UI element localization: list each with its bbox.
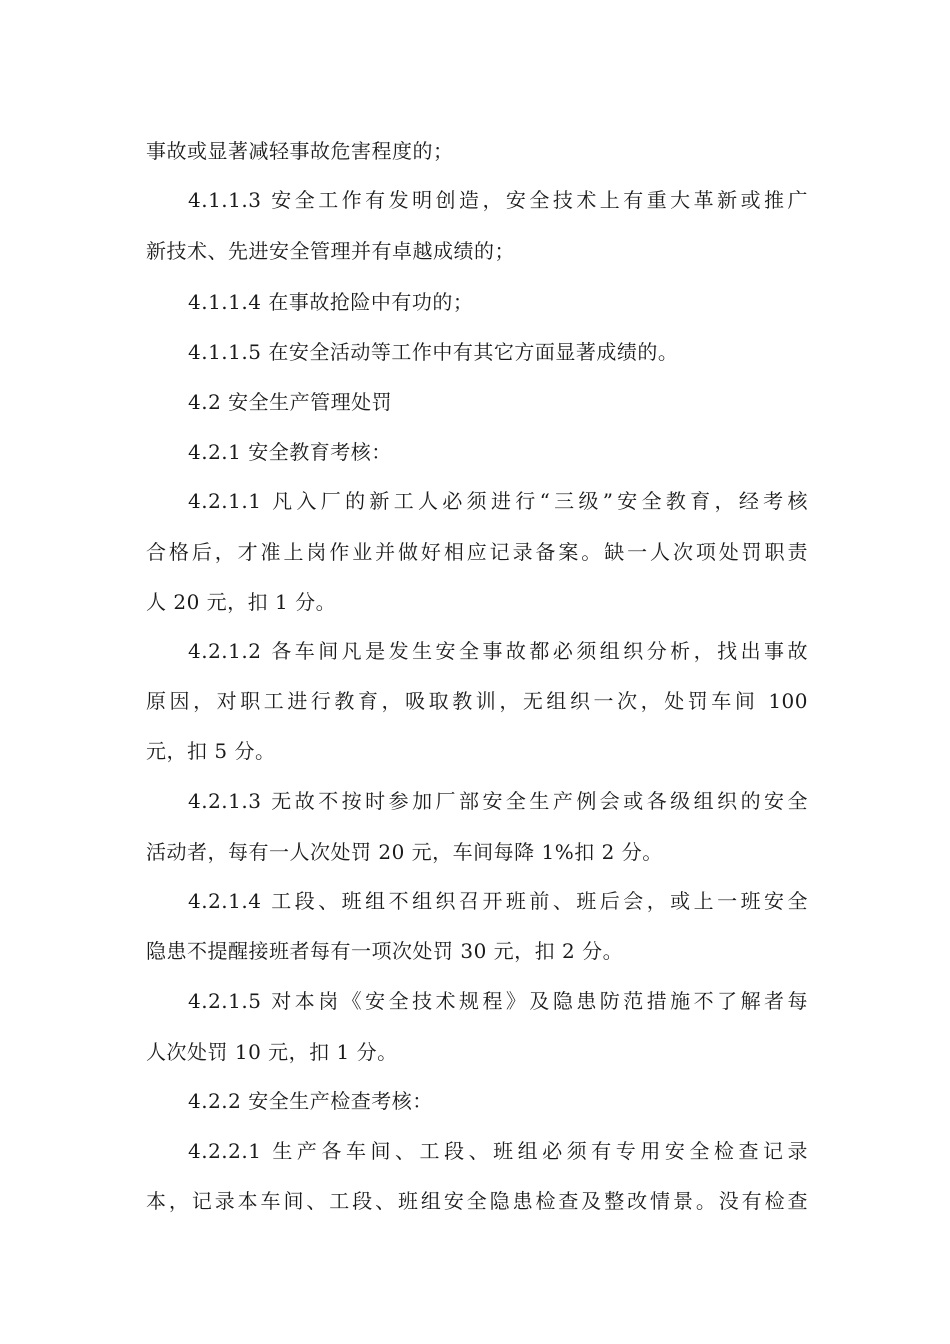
text-line-11: 4.2.1.2 各车间凡是发生安全事故都必须组织分析，找出事故	[188, 639, 808, 663]
text-line-8: 4.2.1.1 凡入厂的新工人必须进行“三级”安全教育，经考核	[188, 489, 808, 513]
text-line-12: 原因，对职工进行教育，吸取教训，无组织一次，处罚车间 100	[146, 689, 808, 713]
text-line-9: 合格后，才准上岗作业并做好相应记录备案。缺一人次项处罚职责	[146, 540, 808, 564]
text-line-1: 事故或显著减轻事故危害程度的；	[146, 139, 454, 163]
text-line-16: 4.2.1.4 工段、班组不组织召开班前、班后会，或上一班安全	[188, 889, 808, 913]
text-line-13: 元，扣 5 分。	[146, 739, 276, 763]
text-line-10: 人 20 元，扣 1 分。	[146, 590, 337, 614]
text-line-14: 4.2.1.3 无故不按时参加厂部安全生产例会或各级组织的安全	[188, 789, 808, 813]
text-line-18: 4.2.1.5 对本岗《安全技术规程》及隐患防范措施不了解者每	[188, 989, 808, 1013]
text-line-2: 4.1.1.3 安全工作有发明创造，安全技术上有重大革新或推广	[188, 188, 808, 212]
text-line-17: 隐患不提醒接班者每有一项次处罚 30 元，扣 2 分。	[146, 939, 624, 963]
text-line-22: 本，记录本车间、工段、班组安全隐患检查及整改情景。没有检查	[146, 1189, 808, 1213]
subsection-heading-4-2-1: 4.2.1 安全教育考核：	[188, 440, 392, 464]
text-line-4: 4.1.1.4 在事故抢险中有功的；	[188, 290, 474, 314]
section-heading-4-2: 4.2 安全生产管理处罚	[188, 390, 393, 414]
text-line-5: 4.1.1.5 在安全活动等工作中有其它方面显著成绩的。	[188, 340, 679, 364]
text-line-3: 新技术、先进安全管理并有卓越成绩的；	[146, 239, 515, 263]
text-line-19: 人次处罚 10 元，扣 1 分。	[146, 1040, 398, 1064]
text-line-21: 4.2.2.1 生产各车间、工段、班组必须有专用安全检查记录	[188, 1139, 808, 1163]
subsection-heading-4-2-2: 4.2.2 安全生产检查考核：	[188, 1089, 433, 1113]
text-line-15: 活动者，每有一人次处罚 20 元，车间每降 1%扣 2 分。	[146, 840, 663, 864]
